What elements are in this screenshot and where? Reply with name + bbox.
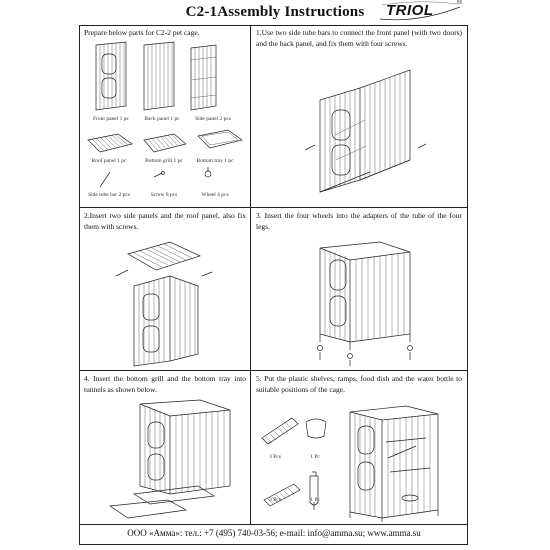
shelves-quantity: 3 Pcs <box>269 454 281 460</box>
bottom-tray-drawing <box>198 130 242 148</box>
parts-intro: Prepare below parts for C2-2 pet cage. <box>84 28 200 37</box>
caption-side-tube-bar: Side tube bar 2 pcs <box>88 192 130 198</box>
caption-roof-panel: Roof panel 1 pc <box>91 158 127 164</box>
roof-panel-drawing <box>88 134 132 152</box>
row-divider-1 <box>79 207 468 208</box>
step-3-text: 3. Insert the four wheels into the adapters of the tube of the four legs. <box>256 211 462 231</box>
front-panel-drawing <box>96 42 126 110</box>
page-title: C2-1Assembly Instructions <box>185 4 365 20</box>
caption-side-panel: Side panel 2 pcs <box>195 116 231 122</box>
step-3-illustration <box>310 238 420 368</box>
step-1-illustration <box>300 60 430 200</box>
step-5-text: 5. Put the plastic shelves, ramps, food dish and the water bottle to suitable positions of the cage. <box>256 374 462 394</box>
step-2-text: 2.Insert two side panels and the roof panel, also fix them with screws. <box>84 211 246 231</box>
caption-back-panel: Back panel 1 pc <box>144 116 180 122</box>
caption-screw: Screw 8 pcs <box>150 192 178 198</box>
logo-registered-mark: ® <box>457 0 463 6</box>
logo-text: TRIOL <box>386 2 434 19</box>
step-1-text: 1.Use two side tube bars to connect the front panel (with two doors) and the back panel, and fix them with four screws. <box>256 28 462 48</box>
dish-quantity: 1 Pc <box>310 454 320 460</box>
row-divider-3 <box>79 524 468 525</box>
caption-bottom-tray: Bottom tray 1 pc <box>196 158 234 164</box>
caption-front-panel: Front panel 1 pc <box>93 116 129 122</box>
side-panel-drawing <box>191 45 216 110</box>
caption-wheel: Wheel 4 pcs <box>201 192 229 198</box>
back-panel-drawing <box>144 42 174 110</box>
caption-bottom-grill: Bottom grill 1 pc <box>145 158 183 164</box>
ramps-quantity: 3 Pcs <box>269 497 281 503</box>
footer-contacts: ООО «Амма»: тел.: +7 (495) 740-03-56; e-mail: info@amma.su; www.amma.su <box>127 528 421 538</box>
row-divider-2 <box>79 370 468 371</box>
step-4-text: 4. Insert the bottom grill and the bottom tray into tunnels as shown below. <box>84 374 246 394</box>
bottle-quantity: 1 Pc <box>310 497 320 503</box>
step-2-illustration <box>110 236 220 368</box>
step-5-cage-illustration <box>346 402 442 522</box>
bottom-grill-drawing <box>144 134 186 152</box>
side-tube-bar-drawing <box>100 172 110 187</box>
brand-logo <box>378 1 462 21</box>
column-divider <box>250 25 251 524</box>
wheel-drawing <box>205 167 211 177</box>
step-4-illustration <box>110 396 240 522</box>
screw-drawing <box>154 172 165 178</box>
